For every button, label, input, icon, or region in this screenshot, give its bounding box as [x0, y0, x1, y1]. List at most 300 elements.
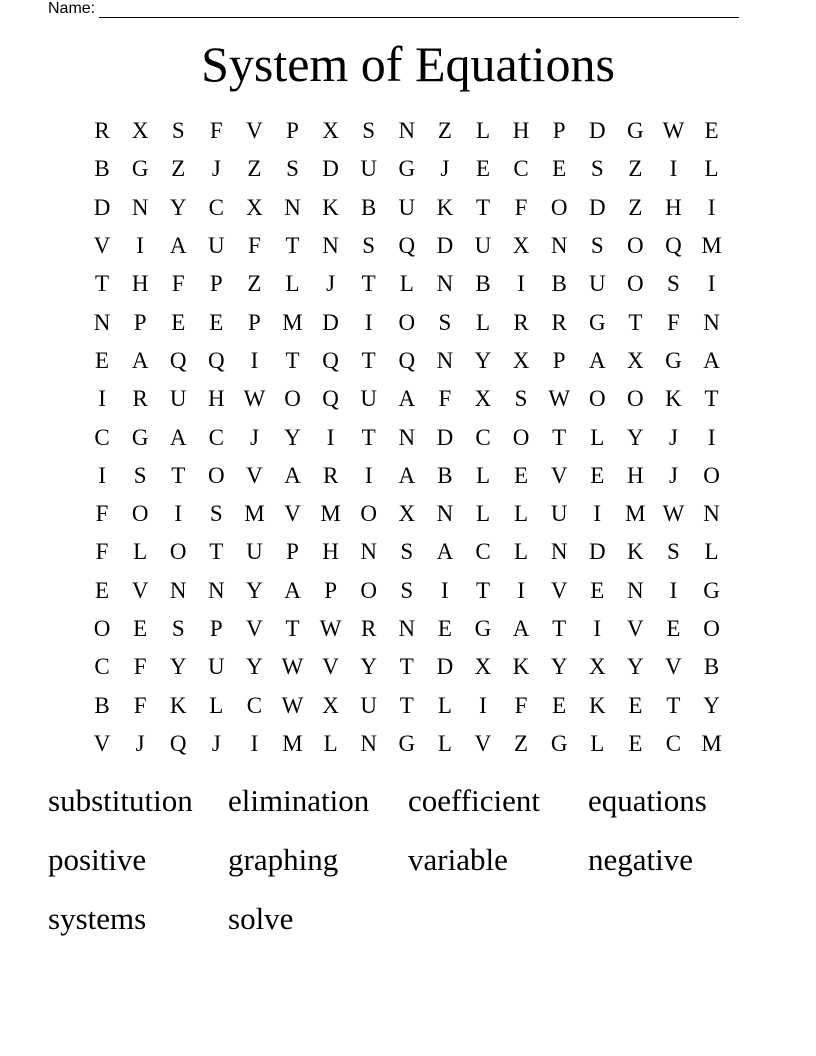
- grid-letter[interactable]: O: [360, 577, 378, 603]
- grid-letter[interactable]: S: [667, 271, 680, 297]
- grid-letter[interactable]: Q: [169, 347, 187, 373]
- grid-letter[interactable]: D: [93, 194, 111, 220]
- grid-letter[interactable]: B: [475, 271, 491, 297]
- grid-letter[interactable]: E: [475, 156, 491, 182]
- grid-letter[interactable]: Y: [360, 654, 378, 680]
- grid-letter[interactable]: C: [246, 692, 263, 718]
- grid-letter[interactable]: T: [399, 692, 414, 718]
- grid-letter[interactable]: V: [131, 577, 149, 603]
- grid-letter[interactable]: S: [590, 156, 604, 182]
- grid-letter[interactable]: N: [169, 577, 187, 603]
- grid-letter[interactable]: I: [326, 424, 335, 450]
- grid-letter[interactable]: Y: [474, 347, 492, 373]
- grid-letter[interactable]: Z: [247, 156, 262, 182]
- grid-letter[interactable]: C: [475, 424, 491, 450]
- grid-letter[interactable]: G: [131, 424, 149, 450]
- grid-letter[interactable]: A: [131, 347, 149, 373]
- grid-letter[interactable]: T: [628, 309, 643, 335]
- grid-letter[interactable]: V: [550, 577, 568, 603]
- grid-letter[interactable]: A: [284, 462, 301, 488]
- grid-letter[interactable]: F: [209, 118, 223, 144]
- grid-letter[interactable]: Y: [703, 692, 720, 718]
- grid-letter[interactable]: P: [552, 118, 566, 144]
- grid-letter[interactable]: K: [436, 194, 454, 220]
- grid-letter[interactable]: F: [514, 692, 528, 718]
- grid-letter[interactable]: I: [593, 501, 602, 527]
- grid-letter[interactable]: V: [665, 654, 682, 680]
- grid-letter[interactable]: E: [704, 118, 719, 144]
- grid-letter[interactable]: Q: [322, 347, 339, 373]
- grid-letter[interactable]: Y: [246, 654, 263, 680]
- grid-letter[interactable]: S: [590, 233, 604, 259]
- grid-letter[interactable]: T: [285, 233, 300, 259]
- grid-letter[interactable]: T: [704, 386, 719, 412]
- grid-letter[interactable]: P: [552, 347, 566, 373]
- grid-letter[interactable]: T: [361, 347, 376, 373]
- grid-letter[interactable]: O: [93, 616, 111, 641]
- grid-letter[interactable]: S: [438, 309, 452, 335]
- grid-letter[interactable]: I: [98, 462, 106, 488]
- grid-letter[interactable]: O: [703, 616, 720, 641]
- grid-letter[interactable]: X: [627, 347, 644, 373]
- grid-letter[interactable]: U: [208, 654, 225, 680]
- grid-letter[interactable]: A: [703, 347, 720, 373]
- name-blank-line[interactable]: [99, 2, 739, 18]
- grid-letter[interactable]: I: [441, 577, 449, 603]
- word-bank-item: systems: [48, 901, 147, 936]
- grid-letter[interactable]: D: [436, 654, 454, 680]
- grid-letter[interactable]: D: [436, 424, 454, 450]
- grid-letter[interactable]: E: [95, 347, 110, 373]
- grid-letter[interactable]: U: [169, 386, 187, 412]
- grid-letter[interactable]: L: [475, 309, 491, 335]
- grid-letter[interactable]: I: [136, 233, 144, 259]
- grid-letter[interactable]: S: [171, 616, 185, 641]
- grid-letter[interactable]: X: [322, 692, 339, 718]
- grid-letter[interactable]: T: [171, 462, 186, 488]
- grid-letter[interactable]: D: [588, 118, 606, 144]
- grid-letter[interactable]: U: [246, 539, 263, 565]
- grid-letter[interactable]: P: [133, 309, 147, 335]
- grid-letter[interactable]: A: [398, 462, 416, 488]
- grid-letter[interactable]: U: [360, 386, 378, 412]
- grid-letter[interactable]: M: [320, 501, 341, 527]
- grid-letter[interactable]: I: [669, 577, 678, 603]
- grid-letter[interactable]: F: [171, 271, 185, 297]
- grid-letter[interactable]: I: [98, 386, 106, 412]
- grid-letter[interactable]: W: [662, 501, 685, 527]
- grid-letter[interactable]: L: [285, 271, 300, 297]
- grid-letter[interactable]: S: [171, 118, 185, 144]
- grid-letter[interactable]: V: [246, 616, 263, 641]
- grid-letter[interactable]: L: [209, 692, 224, 718]
- grid-letter[interactable]: C: [208, 424, 224, 450]
- grid-letter[interactable]: F: [133, 692, 147, 718]
- grid-letter[interactable]: V: [246, 462, 263, 488]
- grid-letter[interactable]: T: [399, 654, 414, 680]
- grid-letter[interactable]: O: [169, 539, 187, 565]
- grid-letter[interactable]: X: [512, 347, 530, 373]
- grid-letter[interactable]: J: [326, 271, 336, 297]
- grid-letter[interactable]: Y: [169, 654, 187, 680]
- grid-letter[interactable]: P: [248, 309, 261, 335]
- grid-letter[interactable]: T: [475, 577, 491, 603]
- grid-letter[interactable]: E: [95, 577, 110, 603]
- grid-letter[interactable]: T: [552, 424, 567, 450]
- grid-letter[interactable]: T: [475, 194, 491, 220]
- grid-letter[interactable]: N: [322, 233, 339, 259]
- grid-letter[interactable]: A: [398, 386, 416, 412]
- grid-letter[interactable]: M: [282, 730, 303, 756]
- grid-letter[interactable]: I: [707, 424, 716, 450]
- grid-letter[interactable]: J: [211, 730, 221, 756]
- grid-letter[interactable]: D: [588, 539, 606, 565]
- grid-letter[interactable]: I: [364, 462, 373, 488]
- grid-letter[interactable]: N: [436, 271, 454, 297]
- grid-letter[interactable]: P: [286, 118, 299, 144]
- grid-letter[interactable]: C: [475, 539, 491, 565]
- grid-letter[interactable]: H: [322, 539, 339, 565]
- grid-letter[interactable]: I: [479, 692, 487, 718]
- grid-letter[interactable]: M: [701, 730, 722, 756]
- grid-letter[interactable]: Z: [628, 194, 643, 220]
- grid-letter[interactable]: E: [552, 156, 567, 182]
- grid-letter[interactable]: Y: [246, 577, 263, 603]
- grid-letter[interactable]: W: [662, 118, 685, 144]
- grid-letter[interactable]: P: [286, 539, 299, 565]
- grid-letter[interactable]: W: [548, 386, 571, 412]
- grid-letter[interactable]: N: [208, 577, 225, 603]
- grid-letter[interactable]: F: [667, 309, 680, 335]
- grid-letter[interactable]: E: [628, 730, 643, 756]
- grid-letter[interactable]: V: [550, 462, 568, 488]
- grid-letter[interactable]: E: [666, 616, 681, 641]
- grid-letter[interactable]: G: [398, 156, 416, 182]
- grid-letter[interactable]: V: [474, 730, 492, 756]
- grid-letter[interactable]: R: [361, 616, 377, 641]
- grid-letter[interactable]: D: [322, 309, 339, 335]
- grid-letter[interactable]: C: [94, 654, 110, 680]
- grid-letter[interactable]: N: [703, 309, 720, 335]
- grid-letter[interactable]: M: [282, 309, 303, 335]
- grid-letter[interactable]: Q: [169, 730, 187, 756]
- grid-letter[interactable]: B: [703, 654, 720, 680]
- grid-letter[interactable]: E: [437, 616, 452, 641]
- grid-letter[interactable]: F: [438, 386, 452, 412]
- grid-letter[interactable]: N: [398, 424, 416, 450]
- grid-letter[interactable]: X: [588, 654, 606, 680]
- grid-letter[interactable]: F: [133, 654, 147, 680]
- grid-letter[interactable]: R: [551, 309, 567, 335]
- grid-letter[interactable]: T: [209, 539, 224, 565]
- grid-letter[interactable]: N: [360, 730, 378, 756]
- grid-letter[interactable]: K: [169, 692, 187, 718]
- grid-letter[interactable]: M: [701, 233, 722, 259]
- grid-letter[interactable]: Y: [627, 424, 644, 450]
- grid-letter[interactable]: W: [281, 654, 304, 680]
- word-bank: [48, 780, 768, 939]
- grid-letter[interactable]: Y: [550, 654, 568, 680]
- grid-letter[interactable]: E: [590, 577, 605, 603]
- grid-letter[interactable]: A: [169, 233, 187, 259]
- grid-letter[interactable]: B: [94, 692, 110, 718]
- grid-letter[interactable]: N: [93, 309, 111, 335]
- grid-letter[interactable]: F: [248, 233, 261, 259]
- grid-letter[interactable]: U: [550, 501, 568, 527]
- grid-letter[interactable]: Y: [169, 194, 187, 220]
- grid-letter[interactable]: Z: [628, 156, 643, 182]
- grid-letter[interactable]: C: [665, 730, 682, 756]
- letter-grid: [83, 112, 731, 763]
- grid-letter[interactable]: J: [135, 730, 145, 756]
- grid-letter[interactable]: U: [474, 233, 492, 259]
- grid-letter[interactable]: A: [169, 424, 187, 450]
- grid-letter[interactable]: T: [552, 616, 567, 641]
- grid-letter[interactable]: S: [209, 501, 223, 527]
- grid-letter[interactable]: N: [436, 501, 454, 527]
- grid-letter[interactable]: E: [209, 309, 224, 335]
- grid-letter[interactable]: N: [398, 118, 416, 144]
- grid-letter[interactable]: K: [512, 654, 530, 680]
- grid-letter[interactable]: J: [211, 156, 221, 182]
- grid-letter[interactable]: N: [436, 347, 454, 373]
- grid-letter[interactable]: B: [94, 156, 110, 182]
- grid-letter[interactable]: L: [590, 730, 605, 756]
- grid-letter[interactable]: S: [400, 539, 414, 565]
- grid-letter[interactable]: V: [627, 616, 644, 641]
- grid-letter[interactable]: X: [474, 654, 492, 680]
- grid-letter[interactable]: N: [550, 233, 568, 259]
- grid-letter[interactable]: B: [437, 462, 453, 488]
- grid-letter[interactable]: C: [208, 194, 224, 220]
- grid-letter[interactable]: X: [474, 386, 492, 412]
- grid-letter[interactable]: Q: [398, 347, 416, 373]
- grid-letter[interactable]: V: [322, 654, 339, 680]
- grid-letter[interactable]: G: [665, 347, 682, 373]
- grid-letter[interactable]: I: [707, 194, 716, 220]
- grid-letter[interactable]: K: [322, 194, 339, 220]
- grid-letter[interactable]: O: [550, 194, 568, 220]
- grid-letter[interactable]: Y: [627, 654, 644, 680]
- grid-letter[interactable]: G: [703, 577, 720, 603]
- grid-letter[interactable]: U: [360, 692, 378, 718]
- grid-letter[interactable]: N: [398, 616, 416, 641]
- grid-letter[interactable]: T: [285, 347, 300, 373]
- grid-letter[interactable]: V: [93, 233, 111, 259]
- grid-letter[interactable]: W: [243, 386, 266, 412]
- grid-letter[interactable]: I: [250, 347, 259, 373]
- grid-letter[interactable]: L: [704, 156, 719, 182]
- grid-letter[interactable]: B: [361, 194, 377, 220]
- grid-letter[interactable]: A: [284, 577, 301, 603]
- grid-letter[interactable]: N: [703, 501, 720, 527]
- grid-letter[interactable]: N: [627, 577, 644, 603]
- grid-letter[interactable]: L: [323, 730, 338, 756]
- grid-letter[interactable]: L: [514, 501, 529, 527]
- grid-letter[interactable]: S: [400, 577, 414, 603]
- grid-letter[interactable]: L: [399, 271, 414, 297]
- grid-letter[interactable]: H: [131, 271, 149, 297]
- grid-letter[interactable]: E: [514, 462, 529, 488]
- grid-letter[interactable]: M: [625, 501, 646, 527]
- grid-row: [83, 112, 731, 150]
- grid-letter[interactable]: G: [588, 309, 606, 335]
- grid-letter[interactable]: A: [436, 539, 454, 565]
- grid-letter[interactable]: L: [133, 539, 148, 565]
- grid-letter[interactable]: T: [285, 616, 300, 641]
- grid-row: [83, 610, 731, 648]
- grid-letter[interactable]: Z: [514, 730, 529, 756]
- grid-letter[interactable]: W: [319, 616, 342, 641]
- grid-letter[interactable]: G: [474, 616, 492, 641]
- grid-letter[interactable]: O: [588, 386, 606, 412]
- word-bank-item: solve: [228, 901, 294, 936]
- grid-letter[interactable]: S: [362, 118, 376, 144]
- grid-letter[interactable]: U: [208, 233, 225, 259]
- grid-letter[interactable]: H: [512, 118, 530, 144]
- grid-letter[interactable]: I: [517, 271, 525, 297]
- grid-letter[interactable]: P: [209, 616, 223, 641]
- grid-letter[interactable]: P: [209, 271, 223, 297]
- grid-letter[interactable]: J: [440, 156, 450, 182]
- grid-letter[interactable]: R: [132, 386, 148, 412]
- grid-letter[interactable]: X: [512, 233, 530, 259]
- grid-letter[interactable]: D: [436, 233, 454, 259]
- grid-letter[interactable]: D: [588, 194, 606, 220]
- grid-letter[interactable]: L: [475, 118, 491, 144]
- grid-letter[interactable]: Q: [322, 386, 339, 412]
- grid-letter[interactable]: F: [95, 501, 109, 527]
- grid-letter[interactable]: T: [95, 271, 110, 297]
- grid-letter[interactable]: W: [281, 692, 304, 718]
- grid-letter[interactable]: R: [94, 118, 110, 144]
- grid-letter[interactable]: I: [174, 501, 183, 527]
- grid-letter[interactable]: T: [361, 424, 376, 450]
- grid-letter[interactable]: I: [669, 156, 678, 182]
- grid-letter[interactable]: H: [208, 386, 225, 412]
- grid-letter[interactable]: O: [627, 271, 644, 297]
- grid-letter[interactable]: V: [93, 730, 111, 756]
- grid-letter[interactable]: O: [703, 462, 720, 488]
- grid-letter[interactable]: V: [246, 118, 263, 144]
- word-bank-item: positive: [48, 842, 147, 877]
- grid-letter[interactable]: C: [94, 424, 110, 450]
- grid-row: [83, 533, 731, 571]
- grid-letter[interactable]: L: [514, 539, 529, 565]
- grid-row: [83, 457, 731, 495]
- grid-letter[interactable]: X: [131, 118, 149, 144]
- grid-letter[interactable]: S: [667, 539, 680, 565]
- grid-letter[interactable]: O: [512, 424, 530, 450]
- grid-letter[interactable]: T: [361, 271, 376, 297]
- grid-letter[interactable]: K: [627, 539, 644, 565]
- grid-letter[interactable]: C: [513, 156, 529, 182]
- grid-letter[interactable]: F: [95, 539, 109, 565]
- grid-letter[interactable]: X: [322, 118, 339, 144]
- grid-letter[interactable]: N: [284, 194, 301, 220]
- grid-letter[interactable]: R: [322, 462, 339, 488]
- grid-letter[interactable]: R: [513, 309, 529, 335]
- word-bank-item: variable: [408, 842, 508, 877]
- grid-letter[interactable]: I: [707, 271, 716, 297]
- grid-letter[interactable]: A: [512, 616, 530, 641]
- grid-letter[interactable]: Y: [284, 424, 301, 450]
- grid-letter[interactable]: L: [475, 501, 491, 527]
- grid-letter[interactable]: U: [360, 156, 378, 182]
- grid-letter[interactable]: O: [131, 501, 149, 527]
- grid-letter[interactable]: E: [590, 462, 605, 488]
- grid-letter[interactable]: L: [475, 462, 491, 488]
- grid-letter[interactable]: L: [704, 539, 719, 565]
- grid-letter[interactable]: H: [627, 462, 644, 488]
- grid-letter[interactable]: L: [590, 424, 605, 450]
- grid-letter[interactable]: O: [284, 386, 301, 412]
- grid-letter[interactable]: N: [360, 539, 378, 565]
- grid-letter[interactable]: E: [133, 616, 148, 641]
- grid-letter[interactable]: I: [364, 309, 373, 335]
- grid-letter[interactable]: O: [208, 462, 225, 488]
- grid-letter[interactable]: G: [131, 156, 149, 182]
- grid-letter[interactable]: E: [552, 692, 567, 718]
- grid-letter[interactable]: G: [550, 730, 568, 756]
- grid-letter[interactable]: U: [588, 271, 606, 297]
- grid-letter[interactable]: H: [665, 194, 682, 220]
- grid-letter[interactable]: O: [398, 309, 416, 335]
- grid-letter[interactable]: G: [398, 730, 416, 756]
- grid-letter[interactable]: N: [550, 539, 568, 565]
- grid-letter[interactable]: J: [668, 424, 678, 450]
- grid-letter[interactable]: U: [398, 194, 416, 220]
- grid-letter[interactable]: M: [244, 501, 265, 527]
- grid-letter[interactable]: B: [551, 271, 567, 297]
- grid-letter[interactable]: I: [250, 730, 259, 756]
- grid-letter[interactable]: X: [246, 194, 263, 220]
- grid-letter[interactable]: I: [517, 577, 525, 603]
- grid-letter[interactable]: T: [666, 692, 681, 718]
- grid-letter[interactable]: J: [668, 462, 678, 488]
- grid-letter[interactable]: Z: [171, 156, 186, 182]
- grid-letter[interactable]: O: [360, 501, 378, 527]
- grid-letter[interactable]: G: [627, 118, 644, 144]
- grid-letter[interactable]: L: [437, 730, 452, 756]
- grid-letter[interactable]: Z: [247, 271, 262, 297]
- grid-letter[interactable]: N: [131, 194, 149, 220]
- grid-letter[interactable]: S: [362, 233, 376, 259]
- grid-letter[interactable]: D: [322, 156, 339, 182]
- grid-letter[interactable]: Q: [665, 233, 682, 259]
- grid-letter[interactable]: F: [514, 194, 528, 220]
- grid-letter[interactable]: L: [437, 692, 452, 718]
- grid-letter[interactable]: S: [286, 156, 299, 182]
- grid-letter[interactable]: Q: [398, 233, 416, 259]
- grid-letter[interactable]: S: [514, 386, 528, 412]
- grid-letter[interactable]: V: [284, 501, 301, 527]
- grid-letter[interactable]: O: [627, 386, 644, 412]
- grid-letter[interactable]: Z: [437, 118, 452, 144]
- grid-letter[interactable]: K: [665, 386, 682, 412]
- grid-letter[interactable]: O: [627, 233, 644, 259]
- grid-letter[interactable]: A: [588, 347, 606, 373]
- grid-letter[interactable]: S: [133, 462, 147, 488]
- grid-letter[interactable]: P: [324, 577, 337, 603]
- grid-letter[interactable]: J: [249, 424, 259, 450]
- grid-letter[interactable]: I: [593, 616, 602, 641]
- grid-letter[interactable]: Q: [208, 347, 225, 373]
- grid-letter[interactable]: X: [398, 501, 416, 527]
- grid-letter[interactable]: E: [171, 309, 186, 335]
- grid-letter[interactable]: E: [628, 692, 643, 718]
- grid-letter[interactable]: K: [588, 692, 606, 718]
